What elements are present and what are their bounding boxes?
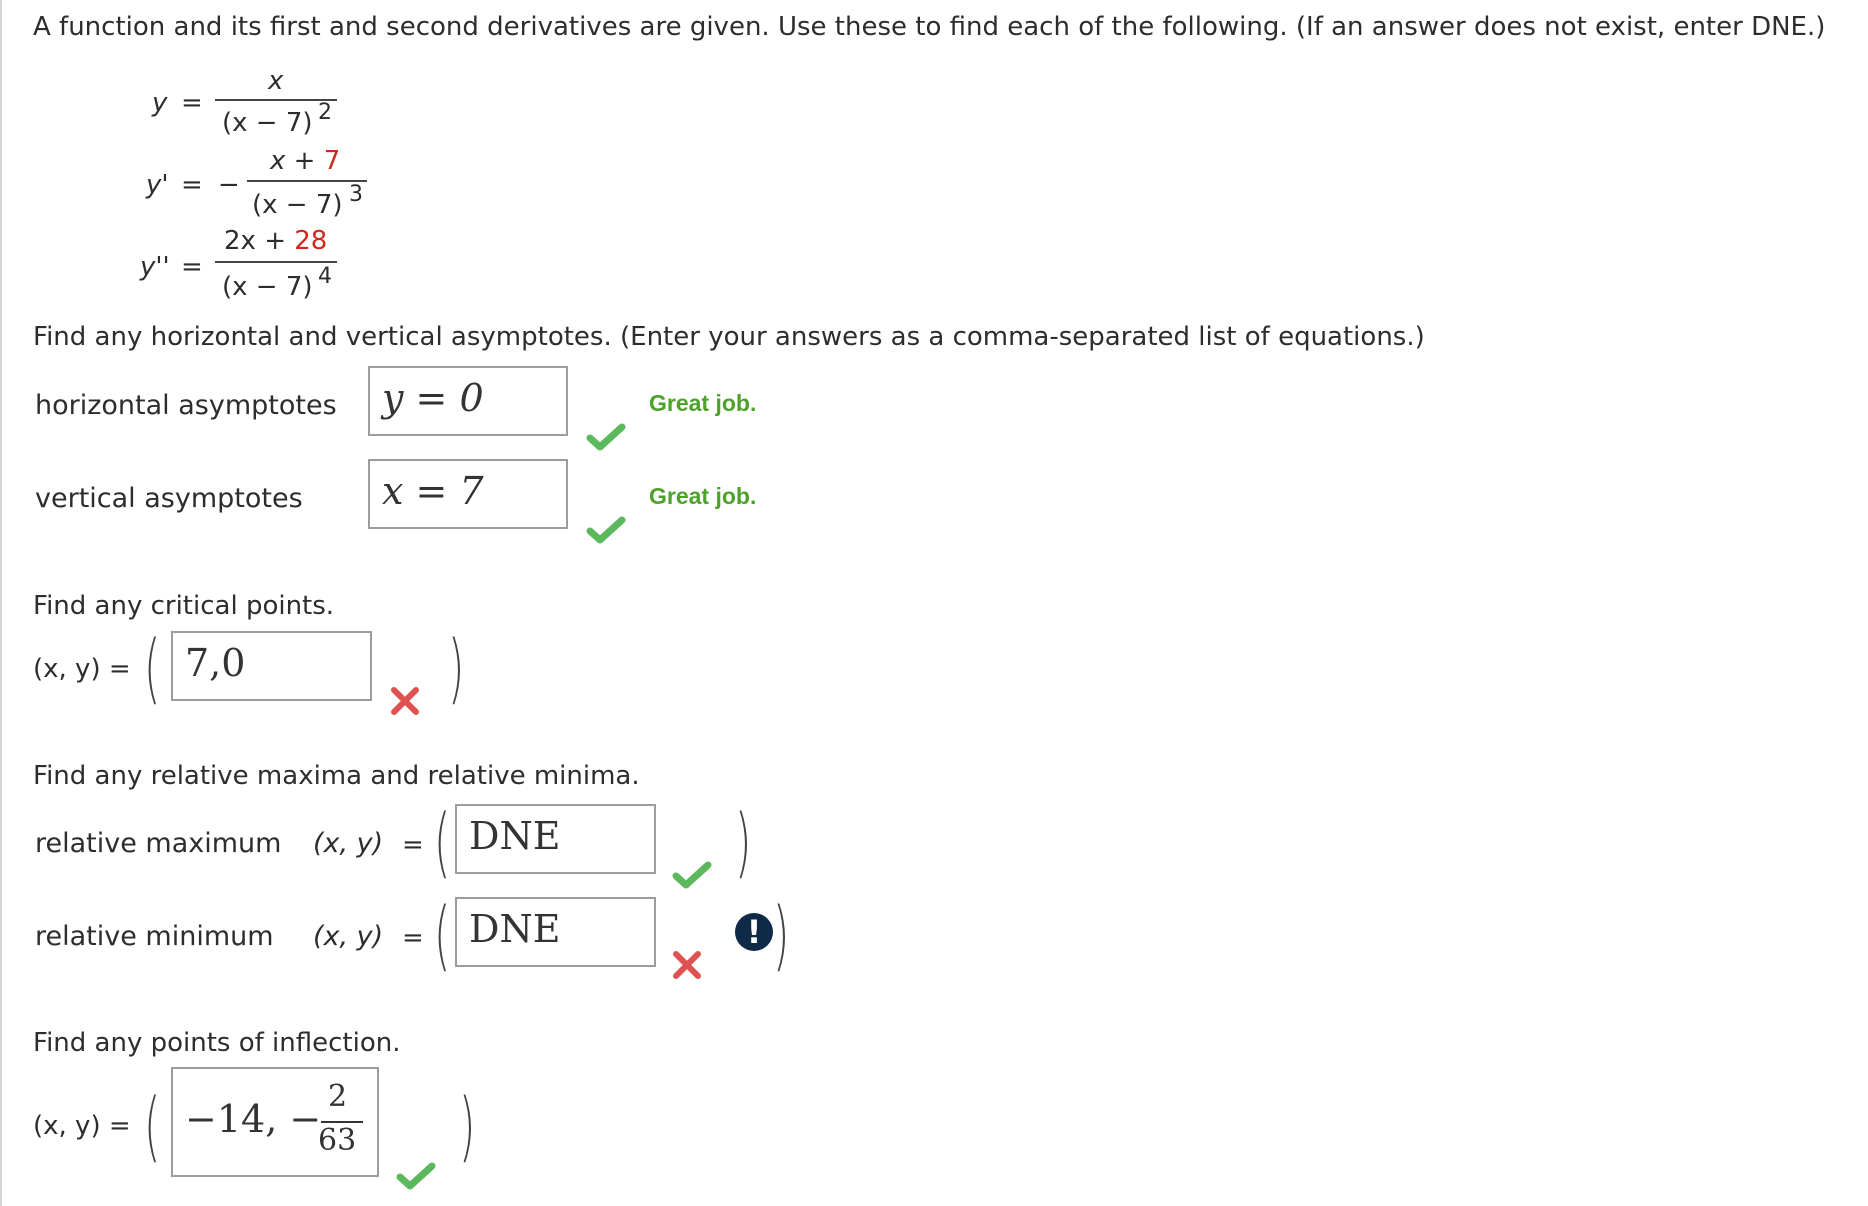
vertical-asymptotes-label: vertical asymptotes bbox=[35, 483, 303, 514]
relative-minimum-label: relative minimum bbox=[35, 921, 274, 952]
y1-denominator: (x − 7) bbox=[252, 190, 343, 220]
horizontal-asymptotes-input[interactable]: y = 0 bbox=[368, 366, 568, 436]
y-eq: = bbox=[181, 88, 203, 118]
horizontal-asymptotes-label: horizontal asymptotes bbox=[35, 390, 337, 421]
vertical-asymptotes-input[interactable]: x = 7 bbox=[368, 459, 568, 529]
check-icon bbox=[588, 517, 624, 543]
check-icon bbox=[588, 424, 624, 450]
y2-numerator: 2x + 28 bbox=[224, 226, 328, 256]
y2-lhs: y'' bbox=[140, 252, 170, 282]
asymptotes-prompt: Find any horizontal and vertical asymptotes. (Enter your answers as a comma-separated list of equations.) bbox=[33, 322, 1425, 352]
check-icon bbox=[398, 1163, 434, 1189]
min-close-paren: ) bbox=[773, 890, 790, 979]
y-denominator: (x − 7) bbox=[222, 108, 313, 138]
critical-points-input[interactable]: 7,0 bbox=[171, 631, 372, 701]
relative-maximum-input[interactable]: DNE bbox=[455, 804, 656, 874]
y2-eq: = bbox=[181, 252, 203, 282]
vertical-feedback: Great job. bbox=[649, 483, 757, 509]
critical-prompt: Find any critical points. bbox=[33, 591, 335, 621]
relative-minimum-xy: (x, y) bbox=[313, 921, 384, 952]
critical-xy-label: (x, y) = bbox=[33, 654, 131, 684]
relative-maximum-xy: (x, y) bbox=[313, 828, 384, 859]
max-open-paren: ( bbox=[434, 797, 451, 886]
inflection-close-paren: ) bbox=[459, 1081, 476, 1170]
relative-maximum-label: relative maximum bbox=[35, 828, 282, 859]
inflection-xy-label: (x, y) = bbox=[33, 1111, 131, 1141]
critical-close-paren: ) bbox=[448, 623, 465, 712]
relative-maximum-eq: = bbox=[402, 830, 424, 860]
horizontal-feedback: Great job. bbox=[649, 390, 757, 416]
inflection-open-paren: ( bbox=[144, 1081, 161, 1170]
inflection-prompt: Find any points of inflection. bbox=[33, 1028, 401, 1058]
y-lhs: y bbox=[152, 88, 168, 118]
max-close-paren: ) bbox=[735, 797, 752, 886]
y-numerator: x bbox=[268, 66, 284, 96]
y2-den-exponent: 4 bbox=[318, 264, 332, 289]
y1-eq: = bbox=[181, 170, 203, 200]
y1-den-exponent: 3 bbox=[349, 182, 363, 207]
y2-fraction-bar bbox=[215, 261, 337, 263]
min-open-paren: ( bbox=[434, 890, 451, 979]
check-icon bbox=[674, 862, 710, 888]
inflection-frac-den: 63 bbox=[318, 1123, 357, 1158]
x-mark-icon bbox=[672, 950, 702, 980]
warning-icon[interactable]: ! bbox=[735, 913, 773, 951]
instructions-text: A function and its first and second derivatives are given. Use these to find each of the following. (If an answer does not exist, enter DNE.) bbox=[33, 12, 1826, 42]
y1-numerator: x + 7 bbox=[270, 146, 341, 176]
inflection-frac-num: 2 bbox=[328, 1079, 348, 1114]
relative-minimum-input[interactable]: DNE bbox=[455, 897, 656, 967]
relative-minimum-eq: = bbox=[402, 923, 424, 953]
critical-open-paren: ( bbox=[144, 623, 161, 712]
y1-minus: − bbox=[218, 170, 240, 200]
inflection-points-input[interactable]: −14, − 2 63 bbox=[171, 1067, 379, 1177]
y2-denominator: (x − 7) bbox=[222, 272, 313, 302]
y1-lhs: y' bbox=[146, 170, 169, 200]
y-den-exponent: 2 bbox=[318, 100, 332, 125]
x-mark-icon bbox=[390, 686, 420, 716]
extrema-prompt: Find any relative maxima and relative minima. bbox=[33, 761, 640, 791]
